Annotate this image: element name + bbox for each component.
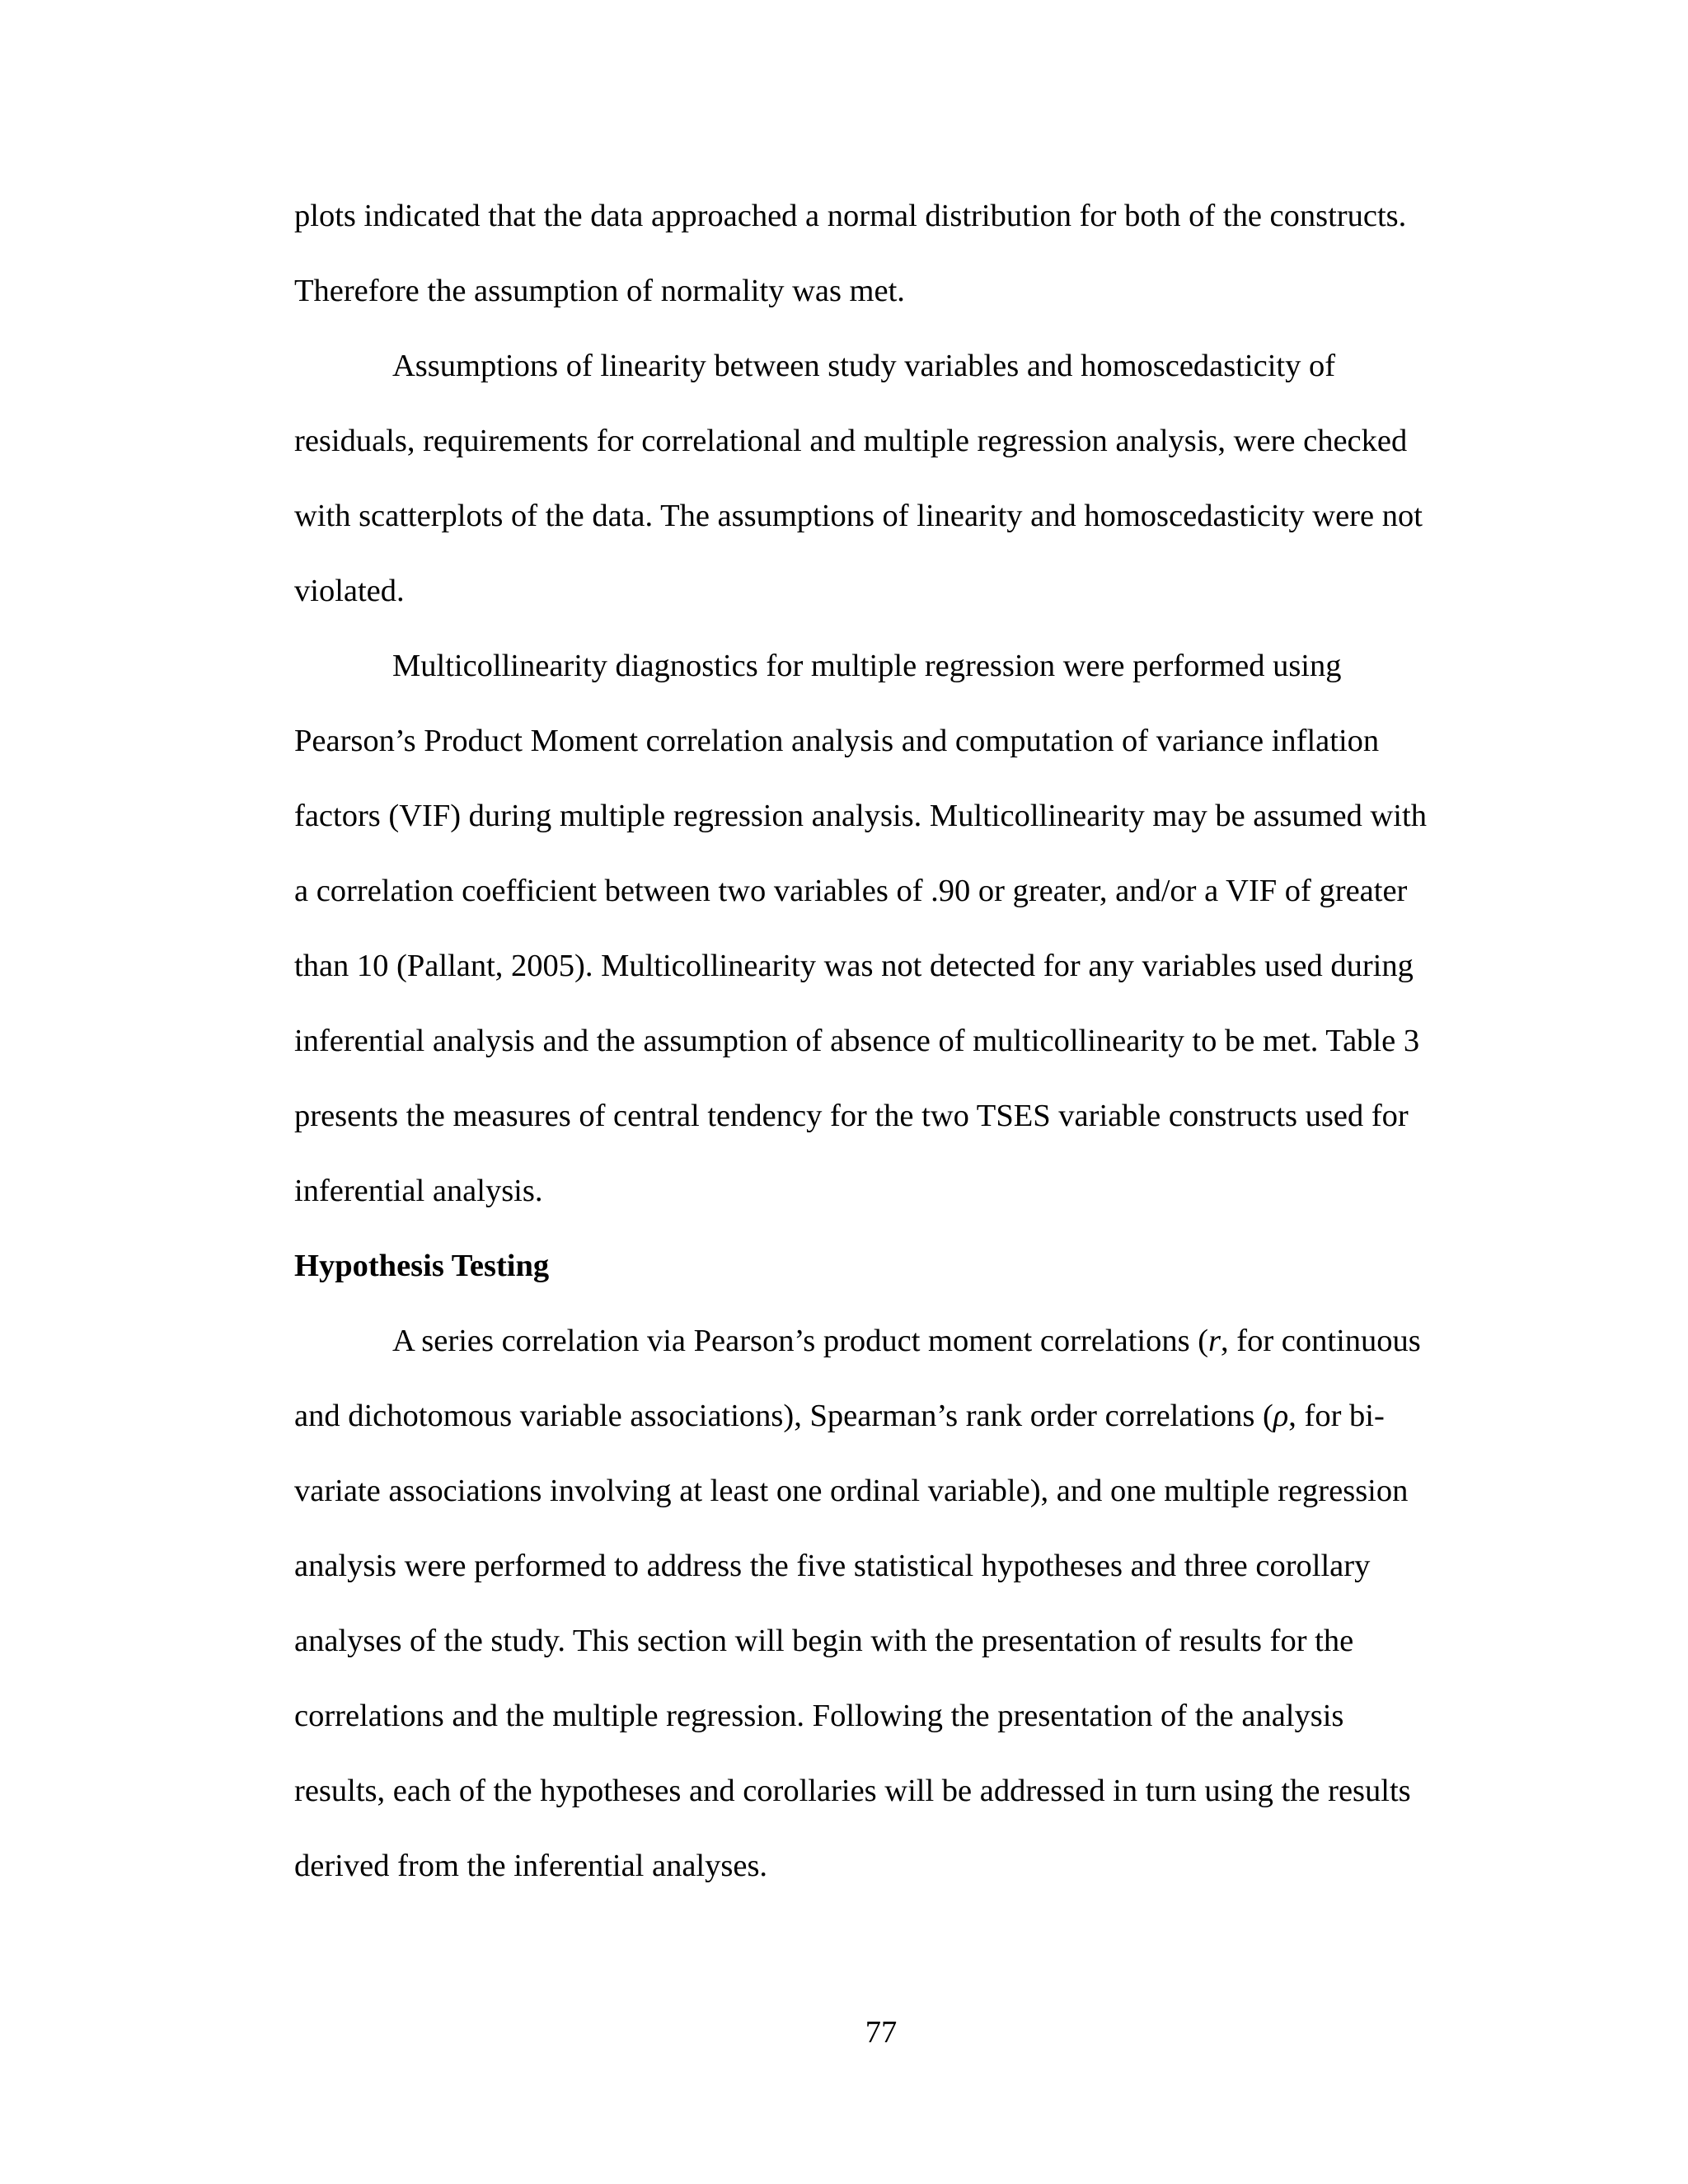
text-segment: and dichotomous variable associations), Spearman’s rank order correlations ( bbox=[294, 1399, 1273, 1433]
body-text-line: Therefore the assumption of normality was met. bbox=[294, 274, 905, 308]
body-text-line: a correlation coefficient between two variables of .90 or greater, and/or a VIF of greater bbox=[294, 874, 1408, 908]
page-number: 77 bbox=[865, 2015, 898, 2050]
text-segment: , for bi- bbox=[1288, 1399, 1385, 1433]
body-text-line: variate associations involving at least one ordinal variable), and one multiple regression bbox=[294, 1474, 1409, 1508]
pearson-r-symbol: r bbox=[1208, 1324, 1221, 1358]
body-text-line bbox=[294, 1396, 1385, 1436]
body-text-line: Multicollinearity diagnostics for multiple regression were performed using bbox=[392, 649, 1342, 683]
spearman-rho-symbol: ρ bbox=[1273, 1399, 1289, 1433]
body-text-line: factors (VIF) during multiple regression analysis. Multicollinearity may be assumed with bbox=[294, 799, 1427, 833]
body-text-line bbox=[392, 1321, 1421, 1361]
text-segment: A series correlation via Pearson’s product moment correlations ( bbox=[392, 1324, 1209, 1358]
body-text-line: analysis were performed to address the five statistical hypotheses and three corollary bbox=[294, 1549, 1371, 1583]
body-text-line: inferential analysis. bbox=[294, 1174, 543, 1208]
section-heading: Hypothesis Testing bbox=[294, 1249, 550, 1283]
body-text-line: Pearson’s Product Moment correlation analysis and computation of variance inflation bbox=[294, 724, 1380, 758]
body-text-line: correlations and the multiple regression. Following the presentation of the analysis bbox=[294, 1699, 1344, 1733]
body-text-line: residuals, requirements for correlational and multiple regression analysis, were checked bbox=[294, 424, 1408, 458]
body-text-line: presents the measures of central tendency for the two TSES variable constructs used for bbox=[294, 1099, 1409, 1133]
body-text-line: Assumptions of linearity between study variables and homoscedasticity of bbox=[392, 349, 1336, 383]
body-text-line: inferential analysis and the assumption of absence of multicollinearity to be met. Table 3 bbox=[294, 1024, 1420, 1058]
body-text-line: than 10 (Pallant, 2005). Multicollinearity was not detected for any variables used during bbox=[294, 949, 1414, 983]
body-text-line: derived from the inferential analyses. bbox=[294, 1849, 768, 1883]
body-text-line: with scatterplots of the data. The assumptions of linearity and homoscedasticity were not bbox=[294, 499, 1423, 533]
body-text-line: analyses of the study. This section will begin with the presentation of results for the bbox=[294, 1624, 1354, 1658]
text-segment: , for continuous bbox=[1221, 1324, 1421, 1358]
body-text-line: results, each of the hypotheses and corollaries will be addressed in turn using the results bbox=[294, 1774, 1411, 1808]
body-text-line: plots indicated that the data approached a normal distribution for both of the constructs. bbox=[294, 199, 1407, 233]
body-text-line: violated. bbox=[294, 574, 405, 608]
